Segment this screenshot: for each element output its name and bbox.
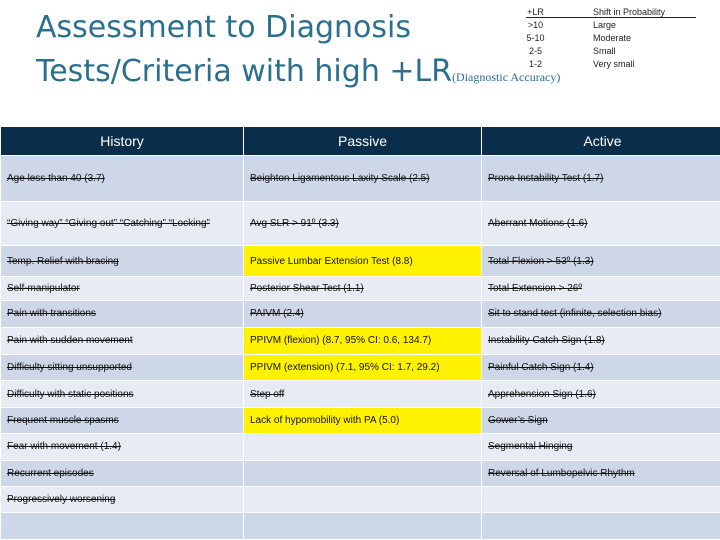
table-body (1, 156, 720, 540)
cell-history: Fear with movement (1.4) (1, 434, 244, 460)
table-row (1, 434, 720, 460)
cell-active: Segmental Hinging (482, 434, 720, 460)
legend-row (494, 58, 700, 71)
legend-shift-value: Small (593, 46, 616, 56)
cell-history (1, 512, 244, 539)
cell-active (482, 512, 720, 539)
cell-history: Self-manipulator (1, 276, 244, 300)
table-row (1, 300, 720, 327)
cell-history: Difficulty sitting unsupported (1, 355, 244, 381)
table-row (1, 355, 720, 381)
legend-lr-value: >10 (527, 20, 544, 30)
cell-passive: PPIVM (extension) (7.1, 95% CI: 1.7, 29.2) (244, 355, 482, 381)
table-row (1, 276, 720, 300)
cell-history: Temp. Relief with bracing (1, 246, 244, 276)
table-row (1, 512, 720, 539)
legend-rule (526, 17, 696, 18)
cell-active: Instability Catch Sign (1.8) (482, 327, 720, 354)
cell-history: Progressively worsening (1, 486, 244, 512)
title-line-1: Assessment to Diagnosis (36, 10, 411, 45)
legend-lr-value: 1-2 (529, 59, 543, 69)
legend-row (494, 19, 700, 32)
legend-lr-value: 2-5 (529, 46, 543, 56)
table-header-row (1, 127, 720, 156)
table-row (1, 327, 720, 354)
table-row (1, 202, 720, 246)
cell-passive (244, 460, 482, 486)
lr-legend (494, 6, 700, 71)
table-row (1, 408, 720, 434)
cell-history: Age less than 40 (3.7) (1, 156, 244, 202)
cell-history: Pain with sudden movement (1, 327, 244, 354)
cell-active: Total Extension > 26º (482, 276, 720, 300)
column-header-history: History (1, 127, 244, 156)
cell-active: Gower’s Sign (482, 408, 720, 434)
table-row (1, 486, 720, 512)
legend-row (494, 45, 700, 58)
cell-active (482, 486, 720, 512)
cell-passive: Lack of hypomobility with PA (5.0) (244, 408, 482, 434)
cell-passive: Avg SLR > 91º (3.3) (244, 202, 482, 246)
cell-history: Pain with transitions (1, 300, 244, 327)
cell-passive: PPIVM (flexion) (8.7, 95% CI: 0.6, 134.7) (244, 327, 482, 354)
legend-shift-value: Moderate (593, 33, 632, 43)
legend-shift-value: Very small (593, 59, 635, 69)
assessment-table (0, 126, 720, 540)
legend-row (494, 32, 700, 45)
title-line-2: Tests/Criteria with high +LR (36, 54, 453, 89)
cell-active: Painful Catch Sign (1.4) (482, 355, 720, 381)
column-header-active: Active (482, 127, 720, 156)
legend-header-shift: Shift in Probability (593, 7, 666, 17)
cell-passive: Beighton Ligamentous Laxity Scale (2.5) (244, 156, 482, 202)
cell-passive: Posterior Shear Test (1.1) (244, 276, 482, 300)
cell-active: Sit to stand test (infinite, selection bias) (482, 300, 720, 327)
legend-header-lr: +LR (527, 7, 544, 17)
cell-active: Aberrant Motions (1.6) (482, 202, 720, 246)
page-title (36, 6, 560, 99)
cell-history: Frequent muscle spasms (1, 408, 244, 434)
legend-lr-value: 5-10 (526, 33, 545, 43)
column-header-passive: Passive (244, 127, 482, 156)
cell-history: Difficulty with static positions (1, 381, 244, 408)
cell-passive (244, 434, 482, 460)
cell-passive: PAIVM (2.4) (244, 300, 482, 327)
cell-active: Total Flexion > 53º (1.3) (482, 246, 720, 276)
title-subtitle: (Diagnostic Accuracy) (452, 70, 561, 84)
table-row (1, 460, 720, 486)
cell-passive: Step off (244, 381, 482, 408)
table-row (1, 381, 720, 408)
cell-active: Reversal of Lumbopelvic Rhythm (482, 460, 720, 486)
legend-rows (494, 19, 700, 71)
cell-passive: Passive Lumbar Extension Test (8.8) (244, 246, 482, 276)
cell-history: “Giving way” “Giving out” “Catching” “Locking” (1, 202, 244, 246)
cell-active: Prone Instability Test (1.7) (482, 156, 720, 202)
table-row (1, 156, 720, 202)
cell-active: Apprehension Sign (1.6) (482, 381, 720, 408)
cell-history: Recurrent episodes (1, 460, 244, 486)
table-row (1, 246, 720, 276)
cell-passive (244, 512, 482, 539)
cell-passive (244, 486, 482, 512)
legend-shift-value: Large (593, 20, 617, 30)
